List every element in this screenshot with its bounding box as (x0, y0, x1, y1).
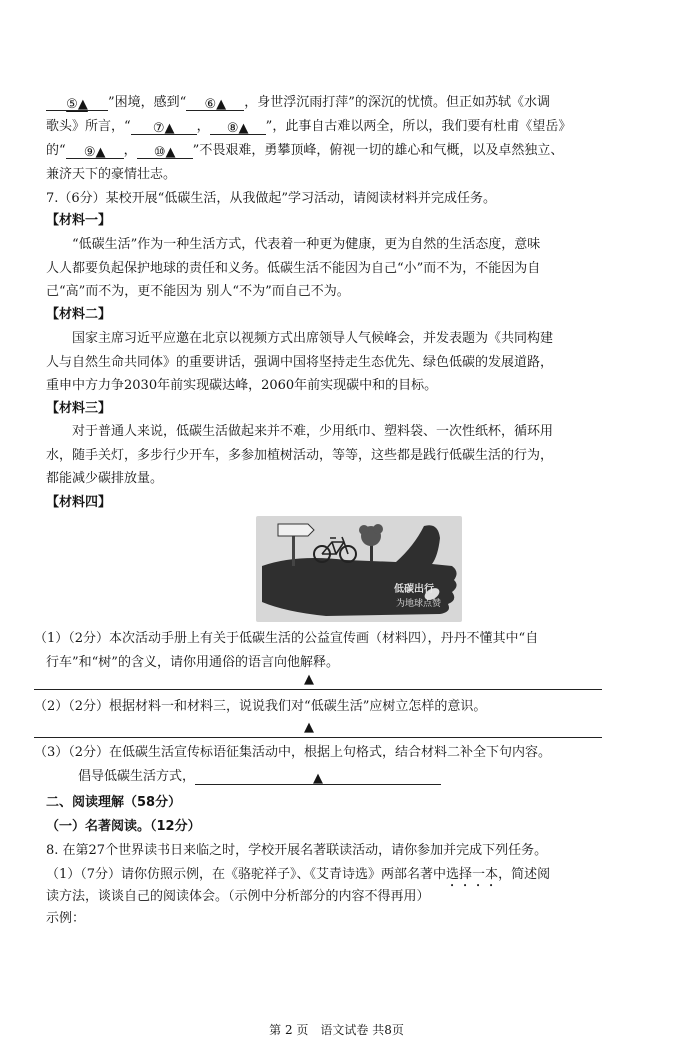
answer-line-1[interactable] (34, 672, 602, 690)
material-4-label: 【材料四】 (46, 495, 112, 510)
page-number: 第 2 页 (269, 1023, 309, 1037)
material-2-line-2: 人与自然生命共同体》的重要讲话，强调中国将坚持走生态优先、绿色低碳的发展道路， (46, 355, 554, 370)
question-7-intro: 7.（6分）某校开展“低碳生活，从我做起”学习活动，请阅读材料并完成任务。 (46, 191, 496, 206)
answer-line-2[interactable] (34, 720, 602, 738)
slogan-line: 倡导低碳生活方式， ▲ (78, 768, 646, 786)
poem-line-4: 兼济天下的豪情壮志。 (46, 167, 177, 182)
blank-8[interactable]: ⑧▲ (210, 120, 266, 135)
material-1-line-2: 人人都要负起保护地球的责任和义务。低碳生活不能因为自己“小”而不为，不能因为自 (46, 261, 541, 276)
section-2-heading: 二、阅读理解（58分） (46, 795, 182, 810)
blank-10[interactable]: ⑩▲ (137, 144, 193, 159)
sub-question-2: （2）（2分）根据材料一和材料三，说说我们对“低碳生活”应树立怎样的意识。 (34, 699, 487, 714)
poem-line-3: 的“ ⑨▲ ， ⑩▲ ”不畏艰难，勇攀顶峰，俯视一切的雄心和气概，以及卓然独立、 (46, 143, 564, 160)
low-carbon-poster (256, 516, 462, 622)
page-total: 语文试卷 共8页 (320, 1023, 404, 1037)
material-3-label: 【材料三】 (46, 401, 112, 416)
sub-question-3: （3）（2分）在低碳生活宣传标语征集活动中，根据上句格式，结合材料二补全下句内容。 (34, 745, 552, 760)
slogan-answer-blank[interactable]: ▲ (195, 770, 441, 785)
question-8-intro: 8. 在第27个世界读书日来临之时，学校开展名著联读活动，请你参加并完成下列任务。 (46, 843, 548, 858)
blank-6[interactable]: ⑥▲ (186, 96, 244, 111)
material-3-line-3: 都能减少碳排放量。 (46, 471, 164, 486)
blank-7[interactable]: ⑦▲ (131, 120, 197, 135)
material-1-line-1: “低碳生活”作为一种生活方式，代表着一种更为健康，更为自然的生活态度，意味 (72, 237, 541, 252)
poster-slogan-2: 为地球点赞 (396, 599, 442, 609)
sub-question-1-line-1: （1）（2分）本次活动手册上有关于低碳生活的公益宣传画（材料四），丹丹不懂其中“自 (34, 631, 539, 646)
material-3-line-1: 对于普通人来说，低碳生活做起来并不难，少用纸巾、塑料袋、一次性纸杯，循环用 (72, 424, 554, 439)
material-3-line-2: 水，随手关灯，多步行少开车，多参加植树活动，等等，这些都是践行低碳生活的行为， (46, 448, 554, 463)
blank-9[interactable]: ⑨▲ (66, 144, 124, 159)
answer-marker-2: ▲ (304, 720, 314, 735)
material-2-label: 【材料二】 (46, 307, 112, 322)
poem-line-2: 歌头》所言，“ ⑦▲ ， ⑧▲ ”，此事自古难以两全，所以，我们要有杜甫《望岳》 (46, 119, 572, 136)
material-1-label: 【材料一】 (46, 213, 112, 228)
example-label: 示例： (46, 911, 86, 926)
poem-line-1: ⑤▲ ”困境，感到“ ⑥▲ ，身世浮沉雨打萍”的深沉的忧愤。但正如苏轼《水调 (46, 94, 646, 112)
question-8-1-line-2: 读方法，谈谈自己的阅读体会。（示例中分析部分的内容不得再用） (46, 889, 430, 904)
material-1-line-3: 己“高”而不为，更不能因为 别人“不为”而自己不为。 (46, 284, 350, 299)
material-2-line-1: 国家主席习近平应邀在北京以视频方式出席领导人气候峰会，并发表题为《共同构建 (72, 331, 554, 346)
blank-5[interactable]: ⑤▲ (46, 96, 108, 111)
answer-marker-1: ▲ (304, 672, 314, 687)
question-8-1-line-1: （1）（7分）请你仿照示例，在《骆驼祥子》、《艾青诗选》两部名著中选择一本，简述阅 (46, 867, 551, 882)
sub-question-1-line-2: 行车”和“树”的含义，请你用通俗的语言向他解释。 (46, 655, 339, 670)
poster-slogan-1: 低碳出行 (394, 584, 434, 595)
section-2-subheading: （一）名著阅读。（12分） (46, 819, 201, 834)
material-2-line-3: 重申中方力争2030年前实现碳达峰，2060年前实现碳中和的目标。 (46, 378, 438, 393)
page-footer (0, 1022, 673, 1038)
